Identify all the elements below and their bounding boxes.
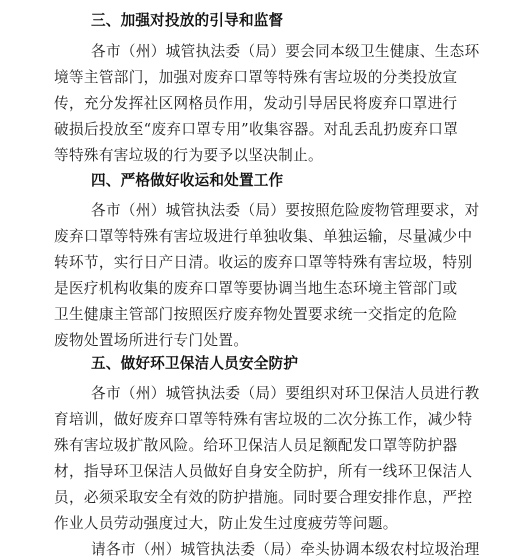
paragraph-line: 员，必须采取安全有效的防护措施。同时要合理安排作息，严控 [54, 489, 473, 506]
section-heading-4: 四、严格做好收运和处置工作 [91, 172, 284, 189]
paragraph-line: 废物处置场所进行专门处置。 [54, 332, 249, 349]
paragraph-line: 卫生健康主管部门按照医疗废弃物处置要求统一交指定的危险 [54, 306, 458, 323]
section-heading-3: 三、加强对投放的引导和监督 [91, 12, 284, 29]
paragraph-line: 是医疗机构收集的废弃口罩等要协调当地生态环境主管部门或 [54, 280, 458, 297]
paragraph-line: 等特殊有害垃圾的行为要予以坚决制止。 [54, 147, 323, 164]
section-heading-5: 五、做好环卫保洁人员安全防护 [91, 355, 299, 372]
paragraph-line: 转环节，实行日产日清。收运的废弃口罩等特殊有害垃圾，特别 [54, 254, 473, 271]
paragraph-line: 传，充分发挥社区网格员作用，发动引导居民将废弃口罩进行 [54, 95, 458, 112]
paragraph-line: 作业人员劳动强度过大，防止发生过度疲劳等问题。 [54, 515, 398, 532]
paragraph-line: 破损后投放至“废弃口罩专用”收集容器。对乱丢乱扔废弃口罩 [54, 121, 459, 138]
paragraph-line: 废弃口罩等特殊有害垃圾进行单独收集、单独运输，尽量减少中 [54, 228, 473, 245]
paragraph-line: 请各市（州）城管执法委（局）牵头协调本级农村垃圾治理 [91, 541, 480, 558]
paragraph-line: 各市（州）城管执法委（局）要组织对环卫保洁人员进行教 [91, 385, 480, 402]
paragraph-line: 材，指导环卫保洁人员做好自身安全防护，所有一线环卫保洁人 [54, 463, 473, 480]
paragraph-line: 各市（州）城管执法委（局）要按照危险废物管理要求，对 [91, 202, 480, 219]
paragraph-line: 各市（州）城管执法委（局）要会同本级卫生健康、生态环 [91, 43, 480, 60]
paragraph-line: 育培训，做好废弃口罩等特殊有害垃圾的二次分拣工作，减少特 [54, 411, 473, 428]
paragraph-line: 境等主管部门，加强对废弃口罩等特殊有害垃圾的分类投放宣 [54, 69, 458, 86]
paragraph-line: 殊有害垃圾扩散风险。给环卫保洁人员足额配发口罩等防护器 [54, 437, 458, 454]
